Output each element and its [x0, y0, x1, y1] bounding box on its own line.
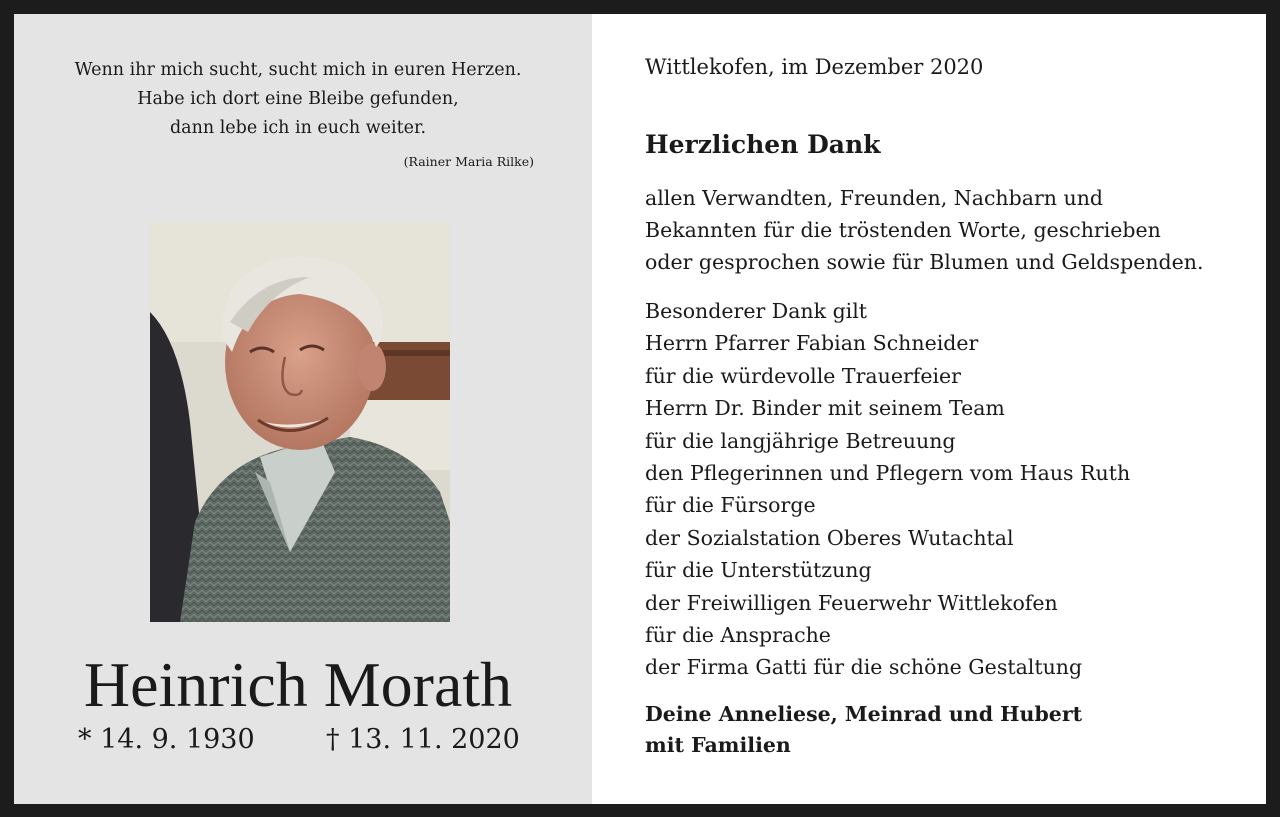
special-thanks-line: der Freiwilligen Feuerwehr Wittlekofen: [645, 590, 1058, 615]
obituary-card: [14, 14, 1266, 804]
special-thanks-line: der Firma Gatti für die schöne Gestaltung: [645, 655, 1083, 680]
special-thanks-line: Besonderer Dank gilt: [645, 299, 868, 323]
special-thanks-line: für die Ansprache: [645, 623, 831, 648]
death-date: † 13. 11. 2020: [326, 724, 520, 755]
special-thanks-line: für die Fürsorge: [645, 493, 816, 518]
portrait-photo: [150, 222, 450, 622]
special-thanks-list: [645, 295, 1130, 684]
signature-line: mit Familien: [645, 733, 791, 757]
memorial-panel: [14, 14, 592, 804]
special-thanks-line: für die langjährige Betreuung: [645, 428, 956, 453]
quote-line: Habe ich dort eine Bleibe gefunden,: [137, 89, 459, 109]
signature-block: [645, 699, 1082, 761]
thanks-line: oder gesprochen sowie für Blumen und Geldspenden.: [645, 250, 1204, 274]
thanks-heading: Herzlichen Dank: [645, 130, 881, 159]
quote-line: Wenn ihr mich sucht, sucht mich in euren Herzen.: [74, 60, 522, 80]
signature-line: Deine Anneliese, Meinrad und Hubert: [645, 702, 1083, 726]
special-thanks-line: für die würdevolle Trauerfeier: [645, 363, 961, 388]
special-thanks-line: den Pflegerinnen und Pflegern vom Haus Ruth: [645, 461, 1131, 486]
special-thanks-line: Herrn Dr. Binder mit seinem Team: [645, 396, 1005, 421]
quote-author: (Rainer Maria Rilke): [403, 154, 534, 169]
deceased-name: Heinrich Morath: [83, 649, 513, 720]
thanks-panel: [592, 14, 1266, 804]
birth-date: * 14. 9. 1930: [78, 724, 255, 755]
thanks-line: allen Verwandten, Freunden, Nachbarn und: [645, 186, 1104, 210]
quote-block: [14, 56, 582, 143]
thanks-line: Bekannten für die tröstenden Worte, geschrieben: [645, 218, 1161, 242]
thanks-paragraph: [645, 182, 1204, 278]
special-thanks-line: für die Unterstützung: [645, 558, 872, 583]
special-thanks-line: der Sozialstation Oberes Wutachtal: [645, 525, 1014, 550]
place-date: Wittlekofen, im Dezember 2020: [645, 55, 984, 79]
special-thanks-line: Herrn Pfarrer Fabian Schneider: [645, 331, 979, 356]
quote-line: dann lebe ich in euch weiter.: [169, 118, 427, 138]
